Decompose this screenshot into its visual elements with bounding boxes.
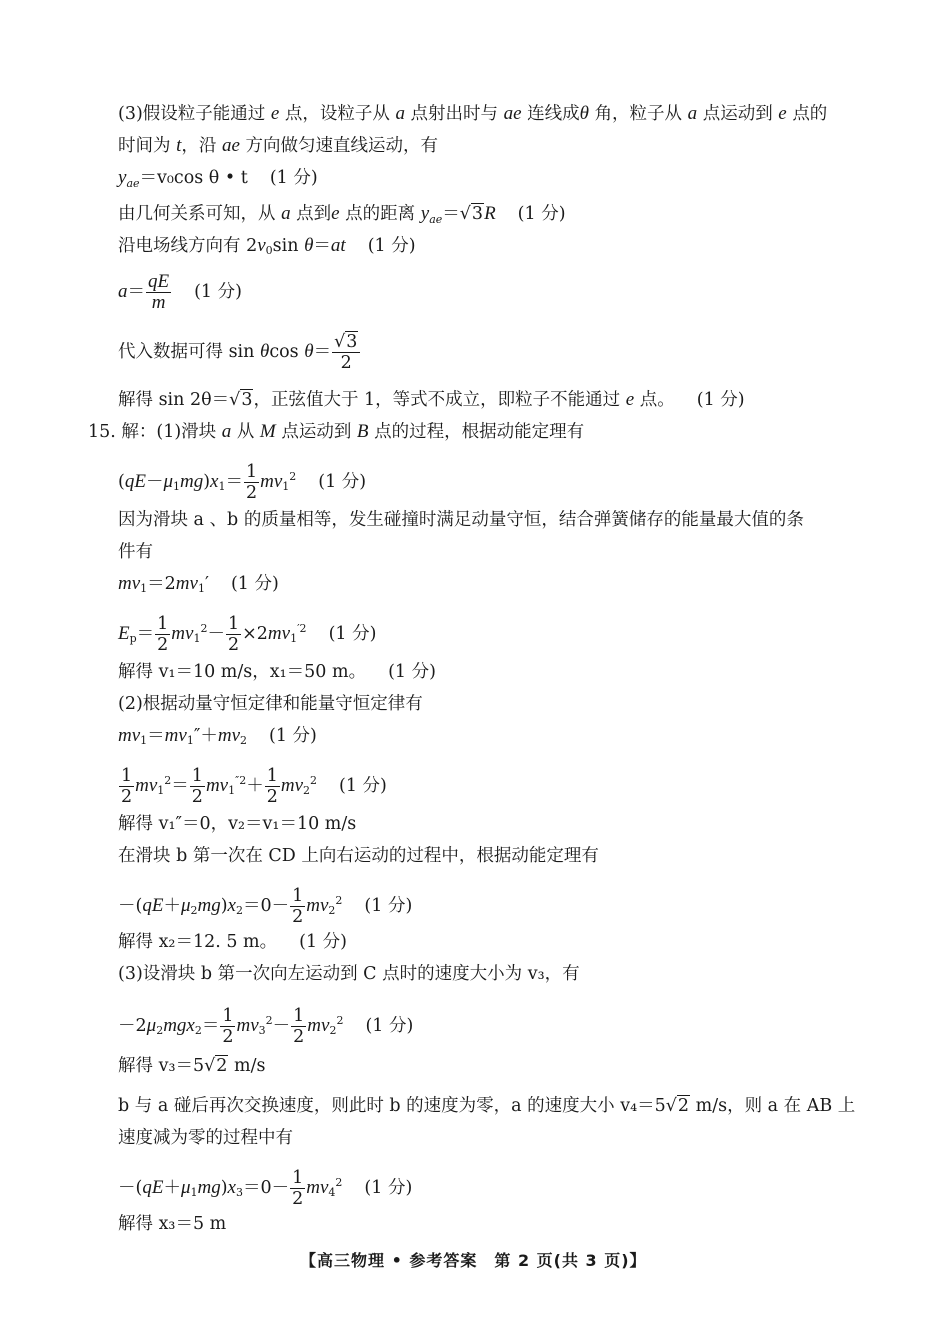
eq-momentum-1: $mv_1=2mv_1'$ (1 分) [118, 573, 279, 595]
eq-momentum-2: $mv_1=mv_1''+mv_2$ (1 分) [118, 725, 317, 747]
solve-v3: 解得 v₃＝5√2 m/s [118, 1056, 266, 1076]
solve-v1pp: 解得 v₁″＝0，v₂＝v₁＝10 m/s [118, 814, 357, 834]
eq-accel: a＝ $\frac{qE}{m}$ (1 分) [118, 271, 242, 313]
eq-field: 沿电场线方向有 $2v_0\sin$ θ＝at (1 分) [118, 235, 416, 257]
solve-x3: 解得 x₃＝5 m [118, 1214, 227, 1234]
eq-distance: 由几何关系可知，从 a 点到e 点的距离 $y_{ae}=√3R$ (1 分) [118, 203, 566, 226]
solve-v1: 解得 v₁＝10 m/s，x₁＝50 m。 (1 分) [118, 662, 436, 682]
eq-energy-2: $\frac{1}{2}$ $mv_1^2=$ $\frac{1}{2}$ $mv_1^{''2}+$ $\frac{1}{2}$ $mv_2^2$ (1 分) [121, 766, 387, 807]
swap-line1: b 与 a 碰后再次交换速度，则此时 b 的速度为零，a 的速度大小 v₄＝5√2 m/s，则 a 在 AB 上 [118, 1096, 856, 1116]
eq-kinetic-3: $-2\mu_2mgx_2=$ $\frac{1}{2}$ $mv_3^2-$ $\frac{1}{2}$ $mv_2^2$ (1 分) [118, 1006, 414, 1047]
swap-line2: 速度减为零的过程中有 [118, 1128, 293, 1148]
part2-title: (2)根据动量守恒定律和能量守恒定律有 [118, 694, 423, 714]
eq-substitute: 代入数据可得 sin θcos θ＝ $\frac{√3}{2}$ [118, 332, 361, 373]
eq-kinetic-4: $-(qE+\mu_1mg)x_3=0-$ $\frac{1}{2}$ $mv_4^2$ (1 分) [118, 1168, 413, 1209]
eq-kinetic-2: $-(qE+\mu_2mg)x_2=0-$ $\frac{1}{2}$ $mv_2^2$ (1 分) [118, 886, 413, 927]
solve-x2: 解得 x₂＝12. 5 m。 (1 分) [118, 932, 347, 952]
part3b-title: (3)设滑块 b 第一次向左运动到 C 点时的速度大小为 v₃，有 [118, 964, 580, 984]
eq-conclusion: 解得 sin 2θ＝√3，正弦值大于 1，等式不成立，即粒子不能通过 e 点。 (1 分) [118, 389, 745, 410]
cd-text: 在滑块 b 第一次在 CD 上向右运动的过程中，根据动能定理有 [118, 846, 599, 866]
eq-energy-ep: $E_p=$ $\frac{1}{2}$ $mv_1^2-$ $\frac{1}{2}$ $\times 2mv_1^{'2}$ (1 分) [118, 614, 377, 655]
eq-kinetic-1: $(qE-\mu_1mg)x_1=$ $\frac{1}{2}$ $mv_1^2$ (1 分) [118, 462, 367, 503]
because-line2: 件有 [118, 542, 153, 562]
because-line1: 因为滑块 a 、b 的质量相等，发生碰撞时满足动量守恒，结合弹簧储存的能量最大值的条 [118, 510, 804, 530]
part3-intro-line1: (3)假设粒子能通过 e 点，设粒子从 a 点射出时与 ae 连线成θ 角，粒子从 a 点运动到 e 点的 [118, 103, 828, 124]
eq-yae: $y_{ae}=v_0\cos$ θ • t (1 分) [118, 167, 318, 190]
q15-heading: 15. 解：(1)滑块 a 从 M 点运动到 B 点的过程，根据动能定理有 [88, 421, 585, 442]
page-footer: 【高三物理 • 参考答案 第 2 页(共 3 页)】 [300, 1251, 647, 1270]
part3-intro-line2: 时间为 t，沿 ae 方向做匀速直线运动，有 [118, 135, 438, 156]
